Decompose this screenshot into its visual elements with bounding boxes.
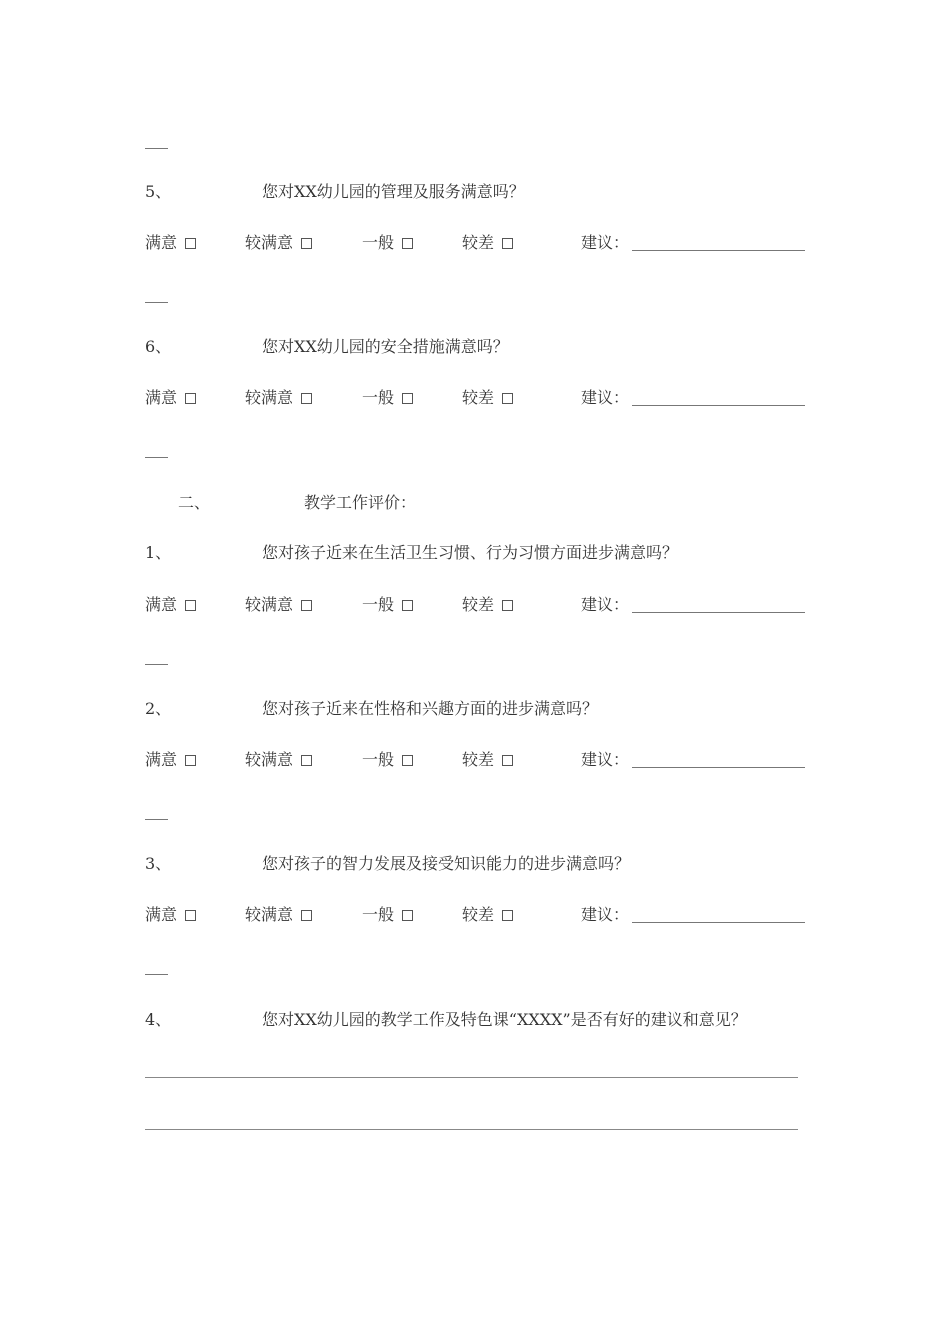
checkbox[interactable] [301,600,312,611]
option-fairly-satisfied[interactable]: 较满意 [245,233,312,253]
option-average[interactable]: 一般 [362,595,413,615]
suggestion-label: 建议： [581,750,630,769]
option-fairly-satisfied[interactable]: 较满意 [245,905,312,925]
question-number: 3、 [145,854,172,873]
checkbox[interactable] [301,755,312,766]
question-number: 6、 [145,337,172,356]
checkbox[interactable] [502,600,513,611]
checkbox[interactable] [502,755,513,766]
suggestion-field[interactable] [632,405,805,406]
continuation-line [145,302,168,303]
checkbox[interactable] [502,393,513,404]
option-fairly-satisfied[interactable]: 较满意 [245,388,312,408]
option-satisfied[interactable]: 满意 [145,388,196,408]
question-text: 您对孩子近来在性格和兴趣方面的进步满意吗？ [262,699,599,718]
option-satisfied[interactable]: 满意 [145,905,196,925]
checkbox[interactable] [185,910,196,921]
checkbox[interactable] [301,910,312,921]
answer-line[interactable] [145,1077,798,1078]
question-text: 您对XX幼儿园的教学工作及特色课“XXXX”是否有好的建议和意见？ [262,1010,747,1029]
option-poor[interactable]: 较差 [462,388,513,408]
option-average[interactable]: 一般 [362,750,413,770]
checkbox[interactable] [402,393,413,404]
suggestion-field[interactable] [632,922,805,923]
continuation-line [145,974,168,975]
continuation-line [145,819,168,820]
suggestion-field[interactable] [632,250,805,251]
option-average[interactable]: 一般 [362,388,413,408]
section-number: 二、 [178,493,211,512]
option-poor[interactable]: 较差 [462,595,513,615]
suggestion-label: 建议： [581,595,630,614]
suggestion-label: 建议： [581,233,630,252]
continuation-line [145,148,168,149]
question-number: 2、 [145,699,172,718]
checkbox[interactable] [301,393,312,404]
checkbox[interactable] [185,600,196,611]
option-fairly-satisfied[interactable]: 较满意 [245,595,312,615]
question-text: 您对孩子的智力发展及接受知识能力的进步满意吗？ [262,854,631,873]
checkbox[interactable] [402,600,413,611]
question-number: 4、 [145,1010,172,1029]
option-satisfied[interactable]: 满意 [145,750,196,770]
option-poor[interactable]: 较差 [462,233,513,253]
option-average[interactable]: 一般 [362,905,413,925]
checkbox[interactable] [185,238,196,249]
option-average[interactable]: 一般 [362,233,413,253]
answer-line[interactable] [145,1129,798,1130]
checkbox[interactable] [402,755,413,766]
option-satisfied[interactable]: 满意 [145,233,196,253]
checkbox[interactable] [402,910,413,921]
question-text: 您对XX幼儿园的管理及服务满意吗？ [262,182,525,201]
option-poor[interactable]: 较差 [462,750,513,770]
checkbox[interactable] [185,393,196,404]
continuation-line [145,457,168,458]
question-number: 5、 [145,182,172,201]
checkbox[interactable] [502,910,513,921]
option-satisfied[interactable]: 满意 [145,595,196,615]
question-number: 1、 [145,543,172,562]
option-fairly-satisfied[interactable]: 较满意 [245,750,312,770]
suggestion-label: 建议： [581,905,630,924]
continuation-line [145,664,168,665]
question-text: 您对孩子近来在生活卫生习惯、行为习惯方面进步满意吗？ [262,543,679,562]
section-title: 教学工作评价： [304,493,417,512]
option-poor[interactable]: 较差 [462,905,513,925]
suggestion-field[interactable] [632,767,805,768]
checkbox[interactable] [301,238,312,249]
checkbox[interactable] [402,238,413,249]
checkbox[interactable] [185,755,196,766]
suggestion-label: 建议： [581,388,630,407]
suggestion-field[interactable] [632,612,805,613]
question-text: 您对XX幼儿园的安全措施满意吗？ [262,337,509,356]
checkbox[interactable] [502,238,513,249]
